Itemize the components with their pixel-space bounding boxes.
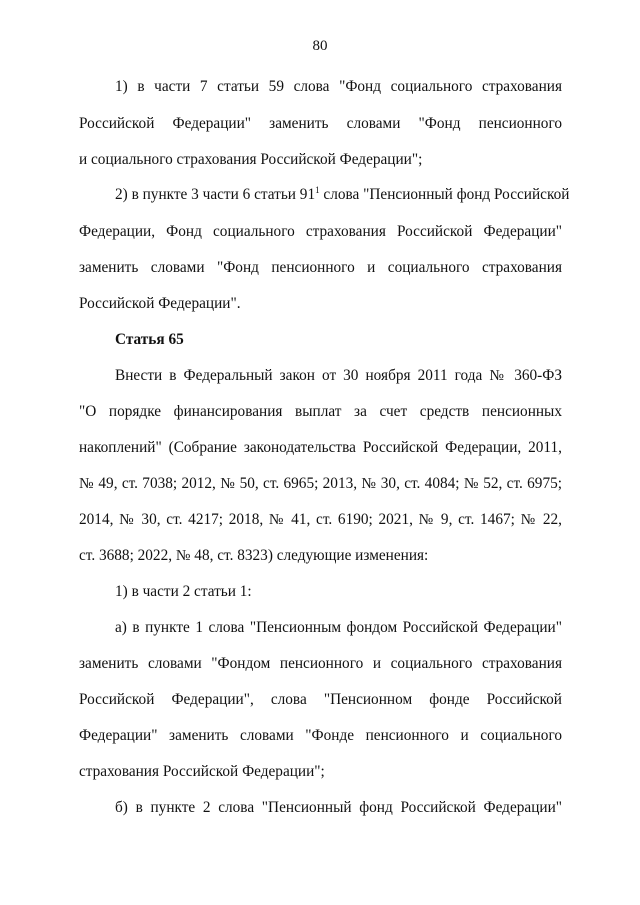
paragraph-line: Федерации, Фонд социального страхования Российской Федерации" <box>79 223 562 240</box>
paragraph-line: Федерации" заменить словами "Фонде пенсионного и социального <box>79 727 562 744</box>
paragraph-line: 1) в части 7 статьи 59 слова "Фонд социального страхования <box>115 78 562 95</box>
paragraph-line: Российской Федерации", слова "Пенсионном фонде Российской <box>79 691 562 708</box>
paragraph-line: заменить словами "Фондом пенсионного и социального страхования <box>79 655 562 672</box>
paragraph-line: и социального страхования Российской Федерации"; <box>79 151 423 168</box>
paragraph-line: Российской Федерации". <box>79 295 241 312</box>
article-heading: Статья 65 <box>115 331 184 348</box>
paragraph-line-part: слова "Пенсионный фонд Российской <box>319 186 570 203</box>
paragraph-line: заменить словами "Фонд пенсионного и социального страхования <box>79 259 562 276</box>
paragraph-line: "О порядке финансирования выплат за счет средств пенсионных <box>79 403 562 420</box>
paragraph-line: № 49, ст. 7038; 2012, № 50, ст. 6965; 2013, № 30, ст. 4084; № 52, ст. 6975; <box>79 475 562 492</box>
paragraph-line: 1) в части 2 статьи 1: <box>115 583 252 600</box>
paragraph-line-part: 2) в пункте 3 части 6 статьи 91 <box>115 186 316 203</box>
paragraph-line: ст. 3688; 2022, № 48, ст. 8323) следующие изменения: <box>79 547 429 564</box>
page-number: 80 <box>312 38 328 54</box>
paragraph-line: 2014, № 30, ст. 4217; 2018, № 41, ст. 6190; 2021, № 9, ст. 1467; № 22, <box>79 511 562 528</box>
paragraph-line: страхования Российской Федерации"; <box>79 763 325 780</box>
paragraph-line: б) в пункте 2 слова "Пенсионный фонд Российской Федерации" <box>115 799 562 816</box>
superscript-mark: 1 <box>315 184 320 195</box>
paragraph-line <box>115 184 570 205</box>
paragraph-line: а) в пункте 1 слова "Пенсионным фондом Российской Федерации" <box>115 619 562 636</box>
paragraph-line: Внести в Федеральный закон от 30 ноября 2011 года № 360-ФЗ <box>115 367 562 384</box>
paragraph-line: накоплений" (Собрание законодательства Российской Федерации, 2011, <box>79 439 562 456</box>
paragraph-line: Российской Федерации" заменить словами "Фонд пенсионного <box>79 115 562 132</box>
